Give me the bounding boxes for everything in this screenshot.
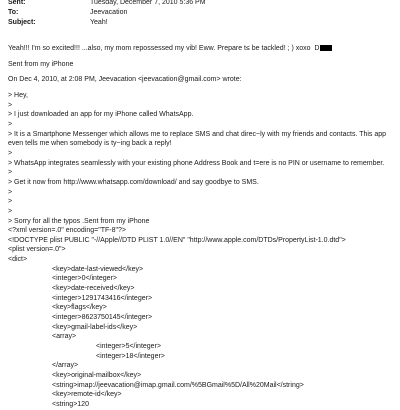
quote-intro: On Dec 4, 2010, at 2:08 PM, Jeevacation <jeevacation@gmail.com> wrote: [8, 76, 242, 84]
quoted-line: > Hey, [8, 91, 28, 99]
quoted-line: > [8, 188, 13, 196]
xml-line: <key>flags</key> [52, 304, 107, 312]
xml-line: <?xml version=.0" encoding="TF-8"?> [8, 227, 126, 235]
xml-line: <key>date-received</key> [52, 285, 135, 293]
xml-line: <string>imap://jeevacation@imap.gmail.com/%5BGmail%5D/All%20Mail</string> [52, 381, 304, 389]
signature: Sent from my iPhone [8, 60, 74, 68]
reply-text-line [8, 44, 396, 54]
xml-line: <integer>0</integer> [52, 275, 117, 283]
quoted-line: > [8, 149, 13, 157]
subject-value: Yeah! [90, 19, 108, 27]
quoted-line: > [8, 169, 13, 177]
xml-line: <array> [52, 333, 77, 341]
quoted-message [8, 91, 396, 226]
subject-row [8, 18, 398, 28]
quoted-line: > Sorry for all the typos .Sent from my iPhone [8, 217, 150, 225]
xml-line: <!DOCTYPE plist PUBLIC "-//Apple//DTD PLIST 1.0//EN" "http://www.apple.com/DTDs/PropertyList-1.0.dtd"> [8, 236, 346, 244]
quoted-line: > [8, 120, 13, 128]
xml-line: <dict> [8, 256, 28, 264]
xml-line: <plist version=.0"> [8, 246, 66, 254]
quoted-line: > [8, 198, 13, 206]
quoted-line: > It is a Smartphone Messenger which allows me to replace SMS and chat direc~ly with my friends and contacts. This app even tells me when somebody is ty~ing back a reply! [8, 130, 389, 148]
sent-row [8, 0, 398, 8]
xml-line: <key>remote-id</key> [52, 391, 122, 399]
to-value: Jeevacation [90, 9, 128, 17]
to-row [8, 8, 398, 18]
quoted-line: > Get it now from http://www.whatsapp.com/download/ and say goodbye to SMS. [8, 178, 259, 186]
to-label: To: [8, 9, 19, 17]
xml-attachment [8, 226, 396, 409]
quoted-line: > I just downloaded an app for my iPhone called WhatsApp. [8, 111, 194, 119]
xml-line: <key>original-mailbox</key> [52, 372, 142, 379]
xml-line: </array> [52, 362, 79, 370]
redaction-block [320, 45, 332, 51]
sent-value: Tuesday, December 7, 2010 5:36 PM [90, 0, 206, 7]
quoted-line: > [8, 207, 13, 215]
email-body [8, 44, 396, 410]
email-header [8, 0, 398, 28]
xml-line: <key>date-last-viewed</key> [52, 265, 144, 273]
quoted-line: > [8, 101, 13, 109]
xml-line: <key>gmail-label-ids</key> [52, 323, 138, 331]
quoted-line: > WhatsApp integrates seamlessly with your existing phone Address Book and t=ere is no PIN or username to remember. [8, 159, 385, 167]
xml-line: <integer>18</integer> [96, 352, 165, 360]
subject-label: Subject: [8, 19, 36, 27]
xml-line: <integer>8623750145</integer> [52, 314, 153, 322]
xml-line: <integer>5</integer> [96, 343, 161, 351]
sent-label: Sent: [8, 0, 26, 7]
xml-line: <integer>1291743416</integer> [52, 294, 153, 302]
reply-text: Yeah!!! I'm so excited!!! ...also, my mom repossessed my vib! Eww. Prepare t≤ be tackled! ; ) xoxo D [8, 45, 320, 52]
xml-line: <string>120 [52, 400, 89, 408]
